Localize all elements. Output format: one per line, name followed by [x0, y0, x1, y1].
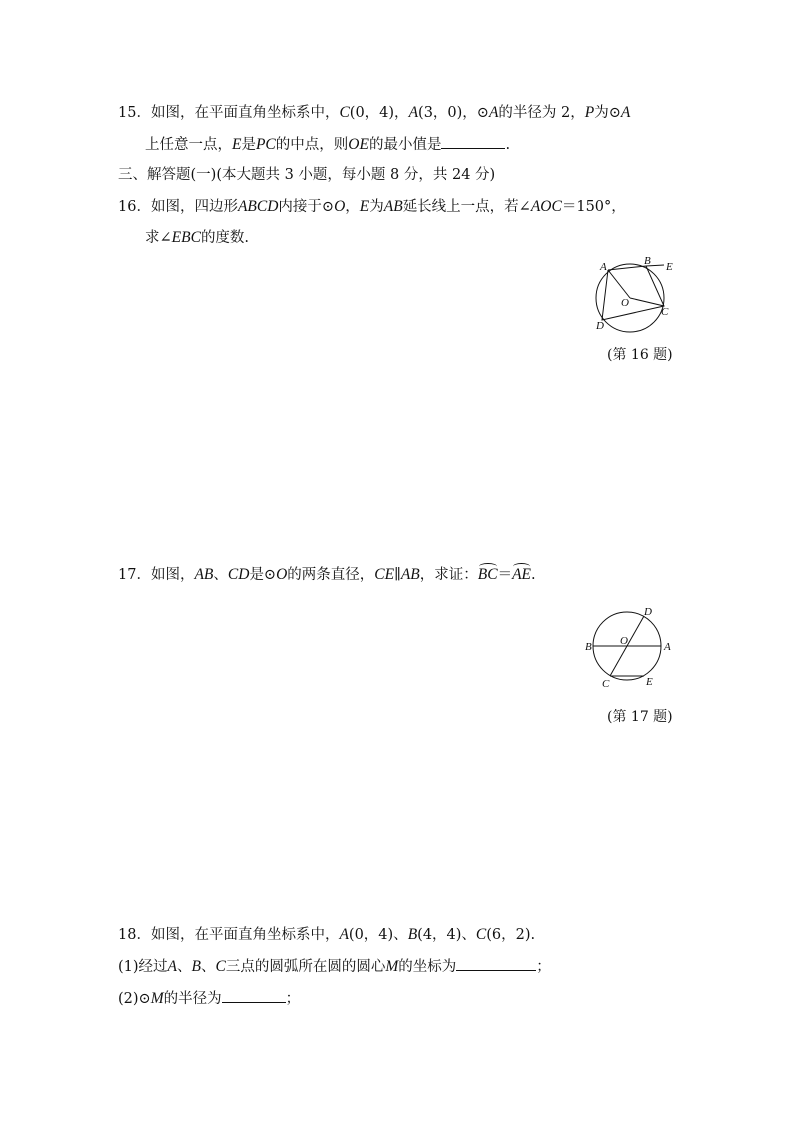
q16-line-1 — [118, 197, 626, 217]
q17-label-a: A — [664, 641, 671, 653]
q16-label-d: D — [596, 320, 604, 332]
q15-line-1 — [118, 103, 630, 123]
q17-label-b: B — [585, 641, 592, 653]
q15-text: 的半径为 2， — [498, 105, 585, 121]
q15-text: 是 — [241, 137, 256, 153]
q16-text: 延长线上一点，若∠ — [402, 199, 531, 215]
q17-label-e: E — [646, 676, 653, 688]
q16-radius-oc — [630, 298, 664, 306]
q16-number: 16． — [118, 199, 151, 215]
q17-label-c: C — [602, 678, 610, 689]
q17-caption: (第 17 题) — [607, 709, 673, 725]
q17-var-ab: AB — [194, 566, 214, 583]
q17-label-o: O — [620, 635, 628, 647]
q18-text: 的坐标为 — [398, 959, 457, 975]
q17-text: ＝ — [497, 567, 513, 583]
q17-text: 是⊙ — [249, 567, 277, 583]
q16-text: 为 — [369, 199, 384, 215]
q18-number: 18． — [118, 927, 151, 943]
q17-text: 的两条直径， — [287, 567, 375, 583]
q18-text: 三点的圆弧所在圆的圆心 — [225, 959, 386, 975]
q16-var-ebc: EBC — [171, 229, 201, 246]
q16-var-aoc: AOC — [530, 198, 562, 215]
q15-text: 的中点，则 — [275, 137, 349, 153]
q16-line-2 — [145, 228, 249, 248]
q16-var-o: O — [334, 198, 346, 215]
q18-text: 、 — [200, 959, 216, 975]
q15-var-p: P — [584, 104, 595, 121]
q15-text: 的最小值是 — [368, 137, 442, 153]
section-heading: 三、解答题(一)(本大题共 3 小题，每小题 8 分，共 24 分) — [118, 167, 496, 183]
q15-var-c: C — [339, 104, 350, 121]
q16-label-c: C — [661, 306, 669, 318]
q18-var-b: B — [191, 958, 201, 975]
q17-text: ，求证： — [419, 567, 478, 583]
q18-var-c: C — [475, 926, 487, 943]
q15-text: (3，0)，⊙ — [418, 105, 489, 121]
q17-arc-ae: AE — [512, 566, 531, 583]
q18-var-a: A — [339, 926, 349, 943]
q15-line-2 — [145, 134, 510, 155]
q18-text: (1)经过 — [118, 959, 168, 975]
q18-var-a: A — [167, 958, 178, 975]
q16-var-ab: AB — [383, 198, 403, 215]
q18-part-2 — [118, 988, 300, 1009]
q16-text: 求∠ — [145, 230, 172, 246]
q17-figure — [584, 603, 680, 689]
q16-var-abcd: ABCD — [237, 198, 279, 215]
q17-text: 如图， — [150, 567, 195, 583]
q16-figure — [588, 254, 680, 336]
q15-text: (0，4)， — [349, 105, 409, 121]
q17-arc-bc: BC — [477, 566, 498, 583]
q16-radius-oa — [608, 270, 630, 298]
q18-var-b: B — [407, 926, 418, 943]
q18-answer-blank-1[interactable] — [456, 956, 536, 971]
q18-line-1 — [118, 925, 535, 945]
q15-var-oe: OE — [348, 136, 369, 153]
q15-number: 15． — [118, 105, 151, 121]
q18-text: ； — [285, 991, 301, 1007]
q17-text: ∥ — [394, 567, 401, 583]
q16-label-a: A — [600, 261, 607, 273]
q18-text: ； — [536, 959, 551, 975]
q15-text: 为⊙ — [594, 105, 621, 121]
q17-var-cd: CD — [227, 566, 250, 583]
q17-text: 、 — [213, 567, 228, 583]
q15-var-a: A — [488, 104, 499, 121]
q17-label-d: D — [644, 606, 652, 618]
q18-text: (2)⊙ — [118, 991, 151, 1007]
q18-text: (4，4)、 — [417, 927, 476, 943]
q16-label-e: E — [666, 261, 673, 273]
q18-text: 的半径为 — [163, 991, 222, 1007]
q18-answer-blank-2[interactable] — [222, 988, 286, 1003]
q16-text: 如图，四边形 — [150, 199, 238, 215]
q17-text: . — [531, 567, 536, 583]
q17-var-ce: CE — [374, 566, 395, 583]
q17-var-ab: AB — [400, 566, 420, 583]
q16-label-o: O — [621, 297, 629, 309]
q15-var-a: A — [408, 104, 419, 121]
q16-text: 内接于⊙ — [278, 199, 335, 215]
q16-caption: (第 16 题) — [607, 347, 673, 363]
q16-text: ＝150°， — [561, 199, 626, 215]
q15-var-e: E — [232, 136, 242, 153]
q15-text: . — [505, 137, 511, 153]
q18-part-1 — [118, 956, 551, 977]
q16-label-b: B — [644, 255, 651, 267]
q15-text: 上任意一点， — [145, 137, 232, 153]
q17-line-1 — [118, 565, 536, 585]
q18-text: (6，2). — [486, 927, 536, 943]
q17-var-o: O — [276, 566, 288, 583]
q18-text: 如图，在平面直角坐标系中， — [150, 927, 340, 943]
q15-text: 如图，在平面直角坐标系中， — [150, 105, 340, 121]
q18-var-m: M — [385, 958, 399, 975]
q16-text: 的度数. — [200, 230, 250, 246]
q17-number: 17． — [118, 567, 151, 583]
q18-text: 、 — [177, 959, 192, 975]
q18-var-m: M — [150, 990, 164, 1007]
q15-var-a: A — [620, 104, 631, 121]
q18-text: (0，4)、 — [348, 927, 408, 943]
q15-var-pc: PC — [255, 136, 276, 153]
q16-text: ， — [345, 199, 360, 215]
q16-var-e: E — [359, 198, 370, 215]
q18-var-c: C — [215, 958, 226, 975]
q15-answer-blank[interactable] — [441, 134, 505, 149]
